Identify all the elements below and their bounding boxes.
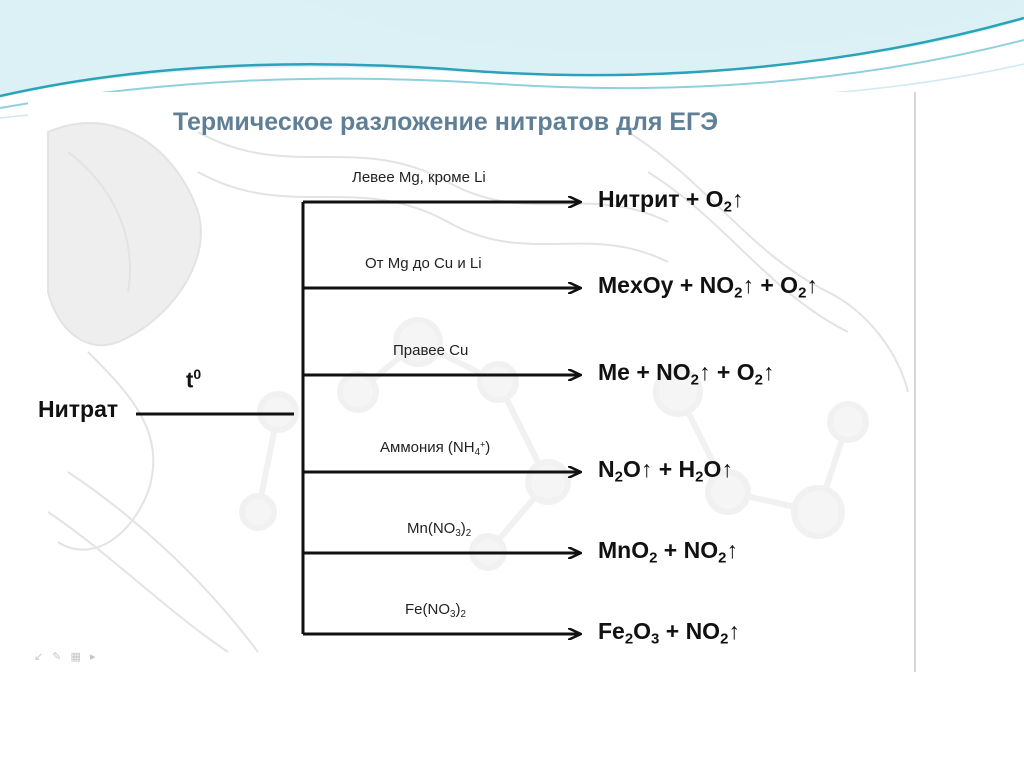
formula-text: O [633,618,652,644]
formula-text: ↑ [726,537,738,563]
page-title: Термическое разложение нитратов для ЕГЭ [173,108,719,136]
branch-condition [380,439,490,458]
formula-text: ) [460,520,466,537]
branch-product [598,359,774,388]
subscript: 3 [455,527,461,539]
subscript: 4 [474,446,481,458]
formula-text: От Mg до Cu и Li [365,255,482,272]
temperature-label: $t^0$ [186,366,202,393]
formula-text: Mn(NO [407,520,456,537]
subscript: 2 [718,549,727,567]
formula-text: Fe(NO [405,601,450,618]
superscript: + [480,439,486,450]
branch-product [598,618,740,647]
formula-text: Аммония (NH [380,439,475,456]
formula-text: ↑ [728,618,740,644]
subscript: 2 [465,527,472,539]
subscript: 2 [754,371,763,389]
branch-product [598,186,743,215]
reactant-label: Нитрат [38,396,119,422]
slide-toolbar[interactable]: ↙ ✎ ▦ ▸ [34,651,99,663]
formula-text: MexOy + NO [598,272,735,298]
subscript: 3 [450,608,456,620]
formula-text: + NO [659,618,721,644]
subscript: 2 [614,468,623,486]
formula-text: Правее Cu [393,342,469,359]
formula-text: Me + NO [598,359,691,385]
subscript: 2 [624,630,634,648]
subscript: 2 [798,284,807,302]
formula-text: O↑ [703,456,733,482]
formula-text: ↑ + O [742,272,799,298]
formula-text: Нитрит + O [598,186,724,212]
subscript: 2 [723,198,732,216]
subscript: 2 [720,630,729,648]
formula-text: N [598,456,615,482]
formula-text: + NO [657,537,719,563]
branch-product [598,272,818,301]
branch-condition [393,342,468,359]
subscript: 3 [651,630,660,648]
branch-product [598,456,733,485]
panel-border [914,92,916,672]
formula-text: ↑ [762,359,775,385]
formula-text: ↑ + O [698,359,755,385]
formula-text: Fe [598,618,625,644]
subscript: 2 [734,284,743,302]
subscript: 2 [649,549,658,567]
branch-condition [405,601,466,620]
formula-text: ↑ [806,272,818,298]
formula-text: Левее Mg, кроме Li [352,169,486,186]
subscript: 2 [695,468,704,486]
branch-product [598,537,738,566]
formula-text: O↑ + H [622,456,696,482]
subscript: 2 [460,608,466,620]
branch-condition [407,520,471,539]
branch-condition [365,255,482,272]
formula-text: ) [485,439,491,456]
branch-condition [352,169,486,186]
formula-text: MnO [598,537,650,563]
diagram-panel [28,92,916,672]
formula-text: ) [455,601,461,618]
subscript: 2 [690,371,699,389]
formula-text: ↑ [731,186,744,212]
